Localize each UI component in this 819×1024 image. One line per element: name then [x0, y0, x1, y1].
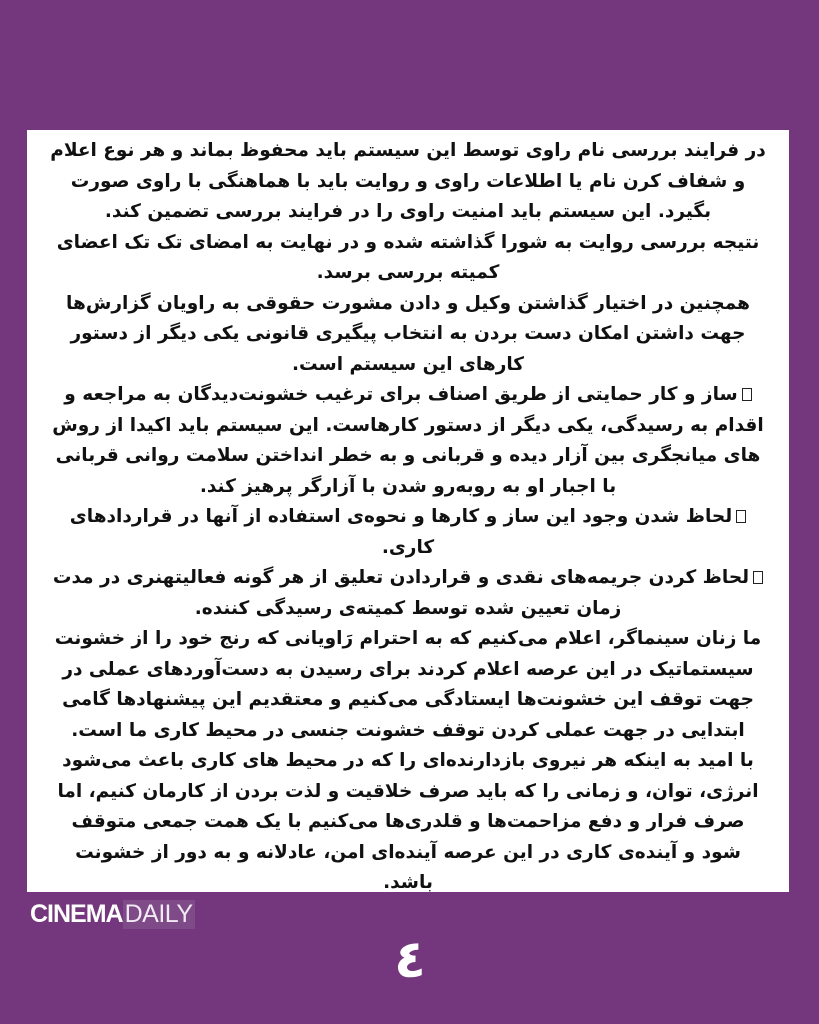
cinemadaily-logo [30, 900, 195, 930]
bullet-box-icon [736, 510, 746, 523]
bullet-text-3: لحاظ کردن جریمه‌های نقدی و قراردادن تعلیق از هر گونه فعالیتهنری در مدت زمان تعیین شده توسط کمیته‌ی رسیدگی کننده. [52, 567, 750, 619]
page-number: ٤ [394, 930, 426, 990]
bullet-paragraph-2 [49, 502, 767, 563]
paragraph-closing: با امید به اینکه هر نیروی بازدارنده‌ای را که در محیط های کاری باعث می‌شود انرژی، توان، و زمانی را که باید صرف خلاقیت و لذت بردن از کارمان کنیم، اما صرف فرار و دفع مزاحمت‌ها و قلدری‌ها می‌کنیم با یک همت جمعی متوقف شود و آینده‌ی کاری در این عرصه آینده‌ای امن، عادلانه و به دور از خشونت باشد. [57, 750, 759, 893]
logo-cinema-text: CINEMA [30, 900, 123, 928]
paragraph-1: در فرایند بررسی نام راوی توسط این سیستم باید محفوظ بماند و هر نوع اعلام و شفاف کرن نام یا اطلاعات راوی و روایت باید با هماهنگی با راوی صورت بگیرد. این سیستم باید امنیت راوی را در فرایند بررسی تضمین کند. [50, 140, 766, 222]
bullet-box-icon [753, 571, 763, 584]
bullet-box-icon [742, 388, 752, 401]
bullet-text-2: لحاظ شدن وجود این ساز و کارها و نحوه‌ی استفاده از آنها در قراردادهای کاری. [69, 506, 733, 558]
paragraph-3: همچنین در اختیار گذاشتن وکیل و دادن مشورت حقوقی به راویان گزارش‌ها جهت داشتن امکان دست بردن به انتخاب پیگیری قانونی یکی دیگر از دستور کارهای این سیستم است. [66, 292, 750, 375]
bullet-paragraph-3 [49, 563, 767, 624]
bullet-text-1: ساز و کار حمایتی از طریق اصناف برای ترغیب خشونت‌دیدگان به مراجعه و اقدام به رسیدگی، یکی دیگر از دستور کارهاست. این سیستم باید اکیدا از روش های میانجگری بین آزار دیده و قربانی و به خطر انداختن سلامت روانی قربانی با اجبار او به روبه‌رو شدن با آزارگر پرهیز کند. [52, 384, 764, 497]
paragraph-declaration: ما زنان سینماگر، اعلام می‌کنیم که به احترام رَاویانی که رنج خود را از خشونت سیستماتیک در این عرصه اعلام کردند برای رسیدن به دست‌آوردهای عملی در جهت توقف این خشونت‌ها ایستادگی می‌کنیم و معتقدیم این پیشنهادها گامی ابتدایی در جهت عملی کردن توقف خشونت جنسی در محیط کاری ما است. [54, 628, 762, 741]
paragraph-2: نتیجه بررسی روایت به شورا گذاشته شده و در نهایت به امضای تک تک اعضای کمیته بررسی برسد. [56, 231, 760, 283]
bullet-paragraph-1 [49, 380, 767, 502]
text-panel [27, 130, 789, 892]
logo-daily-text: DAILY [124, 900, 193, 928]
